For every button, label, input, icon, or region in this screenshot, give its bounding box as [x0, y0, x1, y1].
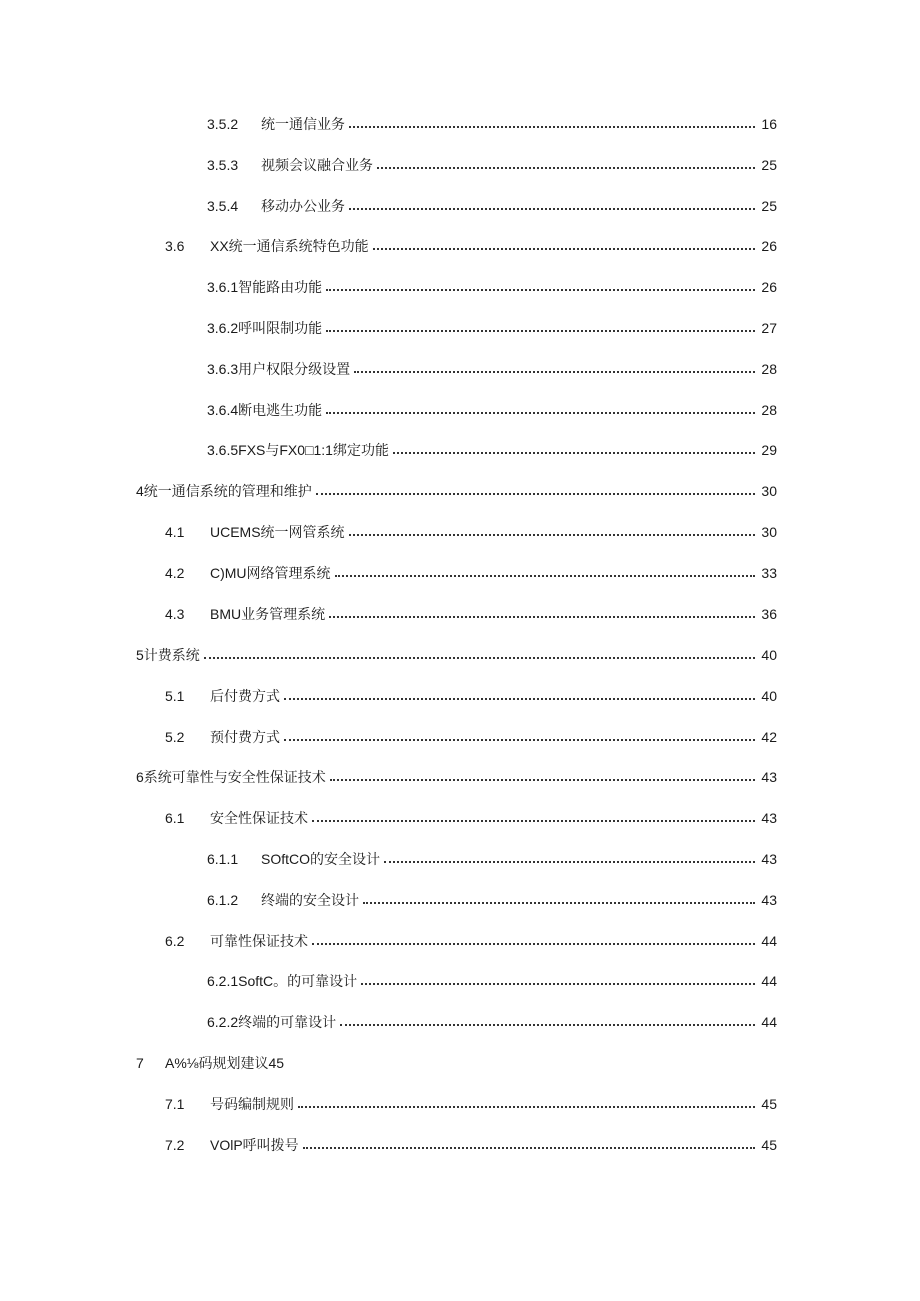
dot-leader	[354, 371, 755, 373]
toc-entry-6-2-1[interactable]	[207, 971, 777, 991]
dot-leader	[349, 208, 755, 210]
toc-title: 3.6.3用户权限分级设置	[207, 361, 351, 377]
toc-page: 28	[761, 402, 777, 418]
toc-title: 后付费方式	[210, 688, 280, 704]
toc-entry-4-3[interactable]	[165, 604, 777, 624]
dot-leader	[316, 493, 755, 495]
toc-number: 4.2	[165, 565, 185, 581]
toc-page: 30	[761, 483, 777, 499]
dot-leader	[298, 1106, 755, 1108]
toc-page: 26	[761, 279, 777, 295]
toc-entry-6[interactable]	[136, 767, 777, 787]
toc-page: 29	[761, 442, 777, 458]
dot-leader	[312, 820, 755, 822]
toc-number: 4.1	[165, 524, 185, 540]
toc-number: 6.1.2	[207, 892, 239, 908]
toc-entry-3-6-5[interactable]	[207, 440, 777, 460]
toc-number: 6.1.1	[207, 851, 239, 867]
dot-leader	[330, 779, 755, 781]
toc-entry-3-5-3[interactable]	[207, 155, 777, 175]
toc-title: 3.6.2呼叫限制功能	[207, 320, 323, 336]
dot-leader	[349, 534, 755, 536]
toc-title: 安全性保证技术	[210, 810, 308, 826]
dot-leader	[284, 739, 755, 741]
toc-page: 44	[761, 933, 777, 949]
toc-title: 可靠性保证技术	[210, 933, 308, 949]
toc-entry-4[interactable]	[136, 481, 777, 501]
toc-title: 统一通信业务	[261, 116, 345, 132]
toc-number: 7	[136, 1055, 144, 1071]
toc-entry-3-5-2[interactable]	[207, 114, 777, 134]
toc-page: 33	[761, 565, 777, 581]
toc-page: 28	[761, 361, 777, 377]
toc-entry-3-5-4[interactable]	[207, 196, 777, 216]
dot-leader	[373, 248, 755, 250]
toc-number: 3.5.2	[207, 116, 239, 132]
toc-number: 7.2	[165, 1137, 185, 1153]
toc-page: 45	[761, 1096, 777, 1112]
toc-page: 45	[761, 1137, 777, 1153]
toc-entry-3-6-4[interactable]	[207, 400, 777, 420]
toc-entry-4-1[interactable]	[165, 522, 777, 542]
dot-leader	[284, 698, 755, 700]
toc-entry-3-6-1[interactable]	[207, 277, 777, 297]
toc-entry-5-1[interactable]	[165, 686, 777, 706]
toc-title: UCEMS统一网管系统	[210, 524, 345, 540]
toc-title: 移动办公业务	[261, 198, 345, 214]
toc-title: XX统一通信系统特色功能	[210, 238, 369, 254]
toc-number: 6.1	[165, 810, 185, 826]
toc-title: C)MU网络管理系统	[210, 565, 331, 581]
toc-page: 25	[761, 198, 777, 214]
toc-number: 6.2	[165, 933, 185, 949]
toc-title: 6.2.1SoftC。的可靠设计	[207, 973, 358, 989]
toc-title: 号码编制规则	[210, 1096, 294, 1112]
toc-title: BMU业务管理系统	[210, 606, 326, 622]
toc-page: 16	[761, 116, 777, 132]
toc-title: SOftCO的安全设计	[261, 851, 381, 867]
dot-leader	[384, 861, 755, 863]
toc-entry-7-2[interactable]	[165, 1135, 777, 1155]
toc-number: 3.5.3	[207, 157, 239, 173]
toc-title: VOlP呼叫拨号	[210, 1137, 299, 1153]
toc-title: A%⅛码规划建议45	[165, 1055, 285, 1071]
toc-entry-5-2[interactable]	[165, 727, 777, 747]
dot-leader	[349, 126, 755, 128]
dot-leader	[340, 1024, 755, 1026]
toc-number: 3.5.4	[207, 198, 239, 214]
toc-title: 6.2.2终端的可靠设计	[207, 1014, 337, 1030]
toc-title: 预付费方式	[210, 729, 280, 745]
toc-title: 视频会议融合业务	[261, 157, 373, 173]
toc-entry-4-2[interactable]	[165, 563, 777, 583]
toc-number: 7.1	[165, 1096, 185, 1112]
toc-number: 4.3	[165, 606, 185, 622]
toc-entry-6-1-2[interactable]	[207, 890, 777, 910]
toc-page: 44	[761, 1014, 777, 1030]
toc-page: 43	[761, 892, 777, 908]
toc-entry-7[interactable]	[136, 1053, 777, 1073]
toc-number: 5.1	[165, 688, 185, 704]
toc-page: 43	[761, 810, 777, 826]
dot-leader	[326, 330, 755, 332]
toc-entry-6-1[interactable]	[165, 808, 777, 828]
dot-leader	[326, 412, 755, 414]
toc-page: 44	[761, 973, 777, 989]
toc-entry-3-6[interactable]	[165, 236, 777, 256]
dot-leader	[377, 167, 755, 169]
dot-leader	[329, 616, 755, 618]
toc-page: 30	[761, 524, 777, 540]
toc-page: 42	[761, 729, 777, 745]
toc-entry-3-6-2[interactable]	[207, 318, 777, 338]
toc-title: 3.6.5FXS与FX0□1:1绑定功能	[207, 442, 389, 458]
toc-title: 6系统可靠性与安全性保证技术	[136, 769, 326, 785]
toc-number: 3.6	[165, 238, 185, 254]
toc-title: 3.6.4断电逃生功能	[207, 402, 323, 418]
dot-leader	[326, 289, 755, 291]
dot-leader	[303, 1147, 755, 1149]
toc-page: 43	[761, 851, 777, 867]
toc-entry-6-2[interactable]	[165, 931, 777, 951]
toc-entry-6-1-1[interactable]	[207, 849, 777, 869]
toc-entry-3-6-3[interactable]	[207, 359, 777, 379]
toc-title: 4统一通信系统的管理和维护	[136, 483, 312, 499]
toc-title: 5计费系统	[136, 647, 200, 663]
toc-page: 25	[761, 157, 777, 173]
toc-number: 5.2	[165, 729, 185, 745]
toc-entry-5[interactable]	[136, 645, 777, 665]
dot-leader	[335, 575, 755, 577]
dot-leader	[361, 983, 755, 985]
toc-page: 36	[761, 606, 777, 622]
toc-page: 27	[761, 320, 777, 336]
toc-page: 43	[761, 769, 777, 785]
toc-page: 40	[761, 647, 777, 663]
toc-entry-7-1[interactable]	[165, 1094, 777, 1114]
dot-leader	[312, 943, 755, 945]
dot-leader	[393, 452, 755, 454]
toc-page: 26	[761, 238, 777, 254]
dot-leader	[363, 902, 755, 904]
dot-leader	[204, 657, 755, 659]
toc-entry-6-2-2[interactable]	[207, 1012, 777, 1032]
toc-title: 3.6.1智能路由功能	[207, 279, 323, 295]
toc-title: 终端的安全设计	[261, 892, 359, 908]
toc-page: 40	[761, 688, 777, 704]
